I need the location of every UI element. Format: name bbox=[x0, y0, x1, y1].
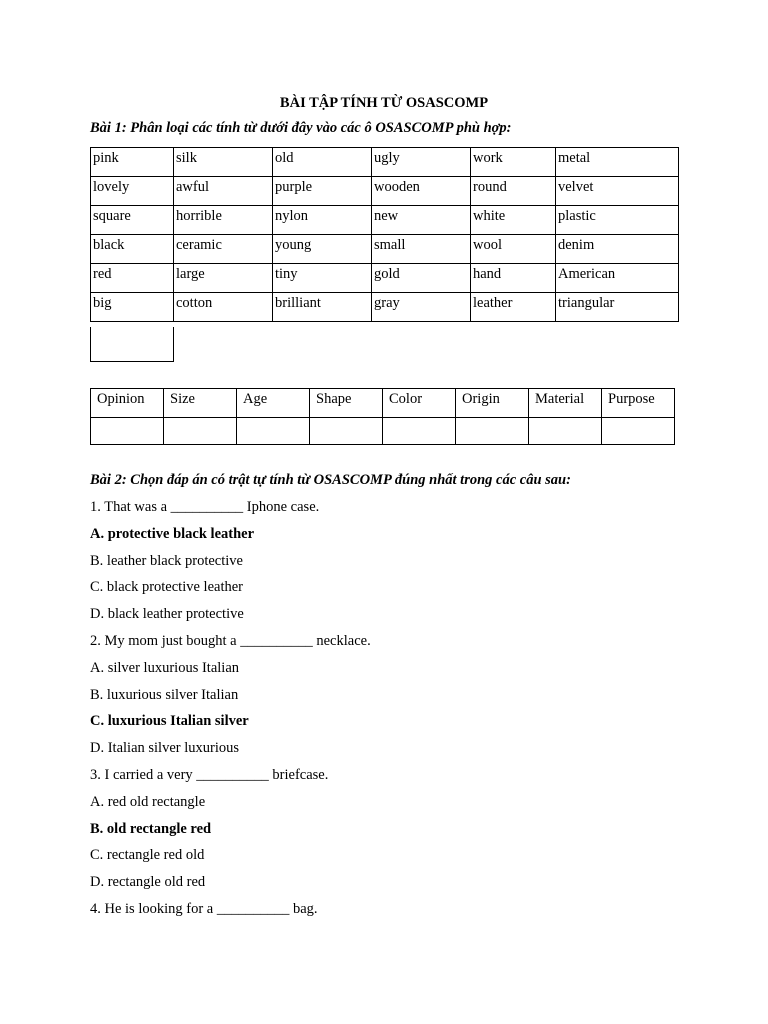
word-cell: awful bbox=[174, 177, 273, 206]
word-row bbox=[91, 148, 679, 177]
question-text: 3. I carried a very __________ briefcase. bbox=[90, 766, 329, 783]
word-cell: lovely bbox=[91, 177, 174, 206]
word-cell: leather bbox=[471, 293, 556, 322]
correct-answer-option: C. luxurious Italian silver bbox=[90, 713, 249, 730]
category-header-purpose: Purpose bbox=[602, 389, 675, 418]
word-cell: triangular bbox=[556, 293, 679, 322]
answer-option: C. rectangle red old bbox=[90, 847, 205, 864]
word-cell: large bbox=[174, 264, 273, 293]
word-cell: cotton bbox=[174, 293, 273, 322]
word-cell: wooden bbox=[372, 177, 471, 206]
category-answer-cell bbox=[164, 418, 237, 445]
word-cell: old bbox=[273, 148, 372, 177]
category-answer-cell bbox=[237, 418, 310, 445]
word-cell: round bbox=[471, 177, 556, 206]
category-answer-cell bbox=[602, 418, 675, 445]
word-cell: gold bbox=[372, 264, 471, 293]
correct-answer-option: B. old rectangle red bbox=[90, 820, 212, 837]
answer-option: C. black protective leather bbox=[90, 579, 243, 596]
category-header-origin: Origin bbox=[456, 389, 529, 418]
empty-table-cell bbox=[90, 327, 174, 362]
word-cell: small bbox=[372, 235, 471, 264]
category-header-color: Color bbox=[383, 389, 456, 418]
word-cell: plastic bbox=[556, 206, 679, 235]
answer-option: B. leather black protective bbox=[90, 552, 243, 569]
word-cell: pink bbox=[91, 148, 174, 177]
word-cell: metal bbox=[556, 148, 679, 177]
question-text: 2. My mom just bought a __________ necklace. bbox=[90, 632, 371, 649]
category-answer-cell bbox=[383, 418, 456, 445]
word-row bbox=[91, 293, 679, 322]
osascomp-category-table bbox=[90, 388, 675, 445]
word-cell: silk bbox=[174, 148, 273, 177]
page-title: BÀI TẬP TÍNH TỪ OSASCOMP bbox=[279, 95, 489, 111]
word-cell: gray bbox=[372, 293, 471, 322]
question-text: 4. He is looking for a __________ bag. bbox=[90, 900, 318, 917]
word-cell: ugly bbox=[372, 148, 471, 177]
word-cell: white bbox=[471, 206, 556, 235]
word-cell: young bbox=[273, 235, 372, 264]
word-cell: big bbox=[91, 293, 174, 322]
category-header-shape: Shape bbox=[310, 389, 383, 418]
word-cell: wool bbox=[471, 235, 556, 264]
word-row bbox=[91, 264, 679, 293]
word-cell: new bbox=[372, 206, 471, 235]
word-cell: tiny bbox=[273, 264, 372, 293]
word-cell: velvet bbox=[556, 177, 679, 206]
category-header-material: Material bbox=[529, 389, 602, 418]
word-cell: ceramic bbox=[174, 235, 273, 264]
correct-answer-option: A. protective black leather bbox=[90, 525, 255, 542]
category-answer-cell bbox=[529, 418, 602, 445]
word-cell: purple bbox=[273, 177, 372, 206]
category-header-opinion: Opinion bbox=[91, 389, 164, 418]
answer-option: D. black leather protective bbox=[90, 606, 244, 623]
question-text: 1. That was a __________ Iphone case. bbox=[90, 499, 320, 515]
word-cell: hand bbox=[471, 264, 556, 293]
word-row bbox=[91, 177, 679, 206]
word-cell: denim bbox=[556, 235, 679, 264]
word-cell: work bbox=[471, 148, 556, 177]
category-answer-cell bbox=[310, 418, 383, 445]
word-cell: horrible bbox=[174, 206, 273, 235]
word-cell: square bbox=[91, 206, 174, 235]
word-cell: black bbox=[91, 235, 174, 264]
category-answer-cell bbox=[456, 418, 529, 445]
word-cell: American bbox=[556, 264, 679, 293]
answer-option: A. silver luxurious Italian bbox=[90, 659, 240, 676]
adjective-word-table bbox=[90, 147, 679, 322]
word-row bbox=[91, 206, 679, 235]
answer-option: B. luxurious silver Italian bbox=[90, 686, 239, 703]
answer-option: A. red old rectangle bbox=[90, 793, 206, 810]
word-cell: brilliant bbox=[273, 293, 372, 322]
question-list bbox=[90, 497, 710, 926]
answer-option: D. Italian silver luxurious bbox=[90, 740, 240, 757]
category-header-age: Age bbox=[237, 389, 310, 418]
category-answer-cell bbox=[91, 418, 164, 445]
answer-option: D. rectangle old red bbox=[90, 874, 206, 891]
exercise-2-heading: Bài 2: Chọn đáp án có trật tự tính từ OSASCOMP đúng nhất trong các câu sau: bbox=[90, 472, 571, 488]
word-cell: red bbox=[91, 264, 174, 293]
category-header-size: Size bbox=[164, 389, 237, 418]
word-row bbox=[91, 235, 679, 264]
exercise-1-heading: Bài 1: Phân loại các tính từ dưới đây vào các ô OSASCOMP phù hợp: bbox=[90, 120, 512, 136]
word-cell: nylon bbox=[273, 206, 372, 235]
